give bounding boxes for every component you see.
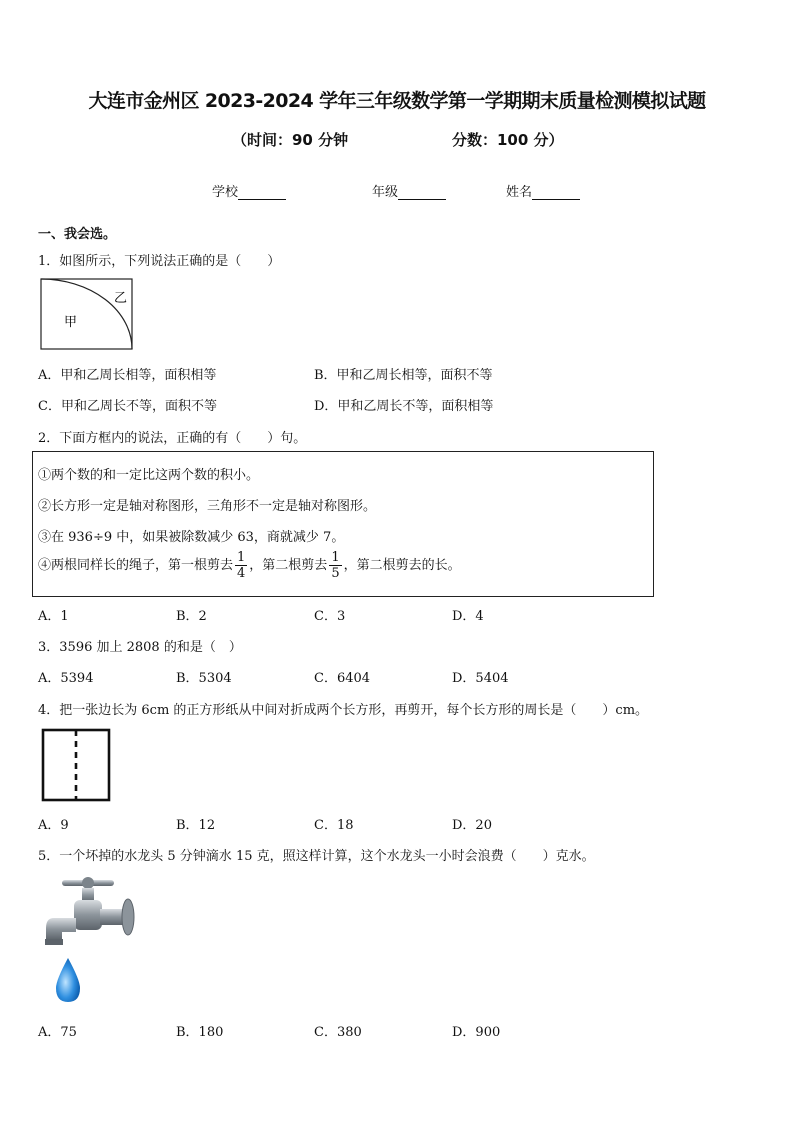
section-heading: 一、我会选。 — [38, 227, 117, 242]
school-label: 学校 — [212, 185, 239, 200]
grade-blank[interactable] — [398, 186, 446, 200]
fraction-1-denominator: 4 — [237, 566, 246, 581]
figure-arc — [41, 279, 132, 349]
q5-option-d[interactable]: D．900 — [452, 1025, 501, 1040]
fraction-2-denominator: 5 — [331, 566, 340, 581]
figure-label-yi: 乙 — [114, 291, 128, 306]
school-blank[interactable] — [238, 186, 286, 200]
fraction-one-fifth — [329, 550, 341, 581]
question-3: 3．3596 加上 2808 的和是（ ） — [38, 640, 242, 655]
question-4: 4．把一张边长为 6cm 的正方形纸从中间对折成两个长方形，再剪开，每个长方形的周长是（ ）cm。 — [38, 703, 649, 718]
q2-option-b[interactable]: B．2 — [176, 609, 207, 624]
q4-option-b[interactable]: B．12 — [176, 818, 216, 833]
q4-option-a[interactable]: A．9 — [38, 818, 69, 833]
q4-option-d[interactable]: D．20 — [452, 818, 492, 833]
school-field — [212, 181, 286, 200]
faucet-image — [40, 876, 144, 1008]
q5-option-b[interactable]: B．180 — [176, 1025, 224, 1040]
name-blank[interactable] — [532, 186, 580, 200]
q1-option-a[interactable]: A．甲和乙周长相等，面积相等 — [38, 368, 217, 383]
q5-option-a[interactable]: A．75 — [38, 1025, 77, 1040]
statement-4 — [38, 550, 461, 581]
q5-option-c[interactable]: C．380 — [314, 1025, 362, 1040]
q3-option-c[interactable]: C．6404 — [314, 671, 371, 686]
statement-4-part-b: ，第二根剪去 — [249, 558, 328, 573]
faucet-spout-tip — [45, 939, 63, 945]
q1-option-b[interactable]: B．甲和乙周长相等，面积不等 — [314, 368, 493, 383]
name-label: 姓名 — [506, 185, 533, 200]
q1-option-c[interactable]: C．甲和乙周长不等，面积不等 — [38, 399, 217, 414]
figure-rectangle — [41, 279, 132, 349]
q3-option-b[interactable]: B．5304 — [176, 671, 232, 686]
q2-option-d[interactable]: D．4 — [452, 609, 484, 624]
question-2: 2．下面方框内的说法，正确的有（ ）句。 — [38, 431, 307, 446]
question-1-figure — [38, 276, 136, 352]
exam-time: （时间：90 分钟 — [232, 131, 349, 149]
statement-4-part-a: ④两根同样长的绳子，第一根剪去 — [38, 558, 234, 573]
name-field — [506, 181, 580, 200]
grade-label: 年级 — [372, 185, 399, 200]
water-drop-icon — [56, 958, 80, 1002]
grade-field — [372, 181, 446, 200]
statement-1: ①两个数的和一定比这两个数的积小。 — [38, 468, 260, 483]
exam-score: 分数：100 分） — [452, 131, 564, 149]
figure-label-jia: 甲 — [64, 315, 78, 330]
fraction-1-numerator: 1 — [237, 550, 246, 565]
faucet-flange — [122, 899, 134, 935]
statement-3: ③在 936÷9 中，如果被除数减少 63，商就减少 7。 — [38, 530, 345, 545]
faucet-body — [74, 900, 102, 930]
faucet-handle-knob — [82, 877, 94, 889]
q4-option-c[interactable]: C．18 — [314, 818, 354, 833]
fraction-2-numerator: 1 — [331, 550, 340, 565]
faucet-stem — [82, 888, 94, 902]
q2-option-a[interactable]: A．1 — [38, 609, 69, 624]
q3-option-a[interactable]: A．5394 — [38, 671, 94, 686]
q1-option-d[interactable]: D．甲和乙周长不等，面积相等 — [314, 399, 494, 414]
question-5: 5．一个坏掉的水龙头 5 分钟滴水 15 克，照这样计算，这个水龙头一小时会浪费（ ）克水。 — [38, 849, 595, 864]
q3-option-d[interactable]: D．5404 — [452, 671, 509, 686]
square-paper-figure — [40, 727, 112, 803]
question-1: 1．如图所示，下列说法正确的是（ ） — [38, 254, 281, 269]
statement-4-part-c: ，第二根剪去的长。 — [343, 558, 461, 573]
statement-2: ②长方形一定是轴对称图形，三角形不一定是轴对称图形。 — [38, 499, 377, 514]
q2-option-c[interactable]: C．3 — [314, 609, 346, 624]
faucet-spout — [46, 918, 76, 940]
fraction-one-quarter — [235, 550, 247, 581]
page-title: 大连市金州区 2023-2024 学年三年级数学第一学期期末质量检测模拟试题 — [88, 90, 706, 112]
